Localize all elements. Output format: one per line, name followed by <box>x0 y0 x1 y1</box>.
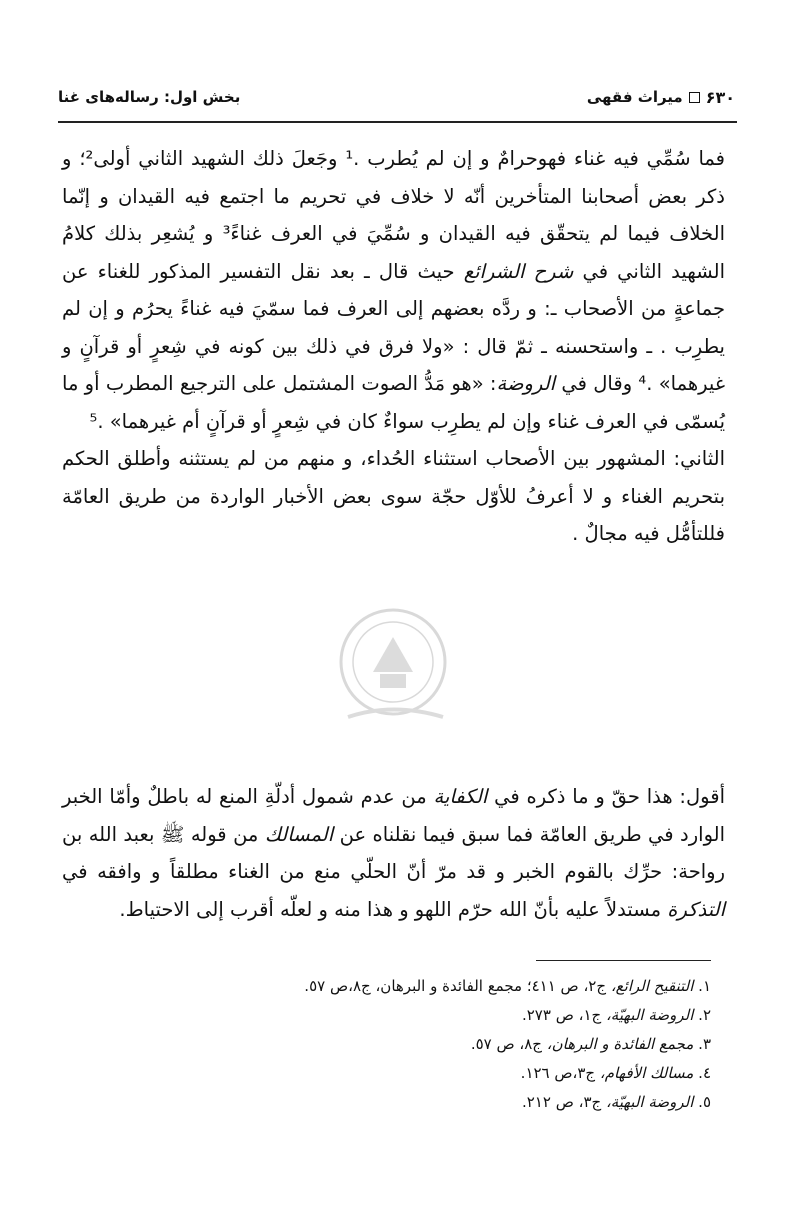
footnotes <box>60 972 711 1117</box>
footnote-5: ٥. الروضة البهيّة، ج٣، ص ٢١٢. <box>521 1093 711 1111</box>
square-bullet-icon <box>689 92 700 103</box>
footnote-1: ١. التنقيح الرائع، ج٢، ص ٤١١؛ مجمع الفائدة و البرهان، ج٨،ص ٥٧. <box>304 977 711 995</box>
footnote-rule <box>536 960 711 961</box>
library-seal-icon <box>318 592 468 742</box>
section-title: بخش اول: رساله‌های غنا <box>58 88 241 106</box>
sharh-title: شرح الشرائع <box>463 259 574 283</box>
book-title: میراث فقهی <box>586 88 683 106</box>
masalik-title: المسالك <box>264 822 334 846</box>
author-paragraph: أقول: هذا حقّ و ما ذكره في الكفاية من عدم شمول أدلّةِ المنع له باطلٌ وأمّا الخبر الوارد في طريق العامّة فما سبق فيما نقلناه عن المسالك من قوله ﷺ بعبد الله بن رواحة: حرِّك بالقوم الخبر و قد مرّ أنّ الحلّي منع من الغناء مطلقاً و وافقه في التذكرة مستدلاً عليه بأنّ الله حرّم اللهو و هذا منه و لعلّه أقرب إلى الاحتياط. <box>62 785 726 921</box>
kifaya-title: الكفاية <box>433 785 488 808</box>
quoted-paragraph-1: فما سُمِّي فيه غناء فهوحرامٌ و إن لم يُطرب .¹ وجَعلَ ذلك الشهيد الثاني أولى²؛ و ذكر بعض أصحابنا المتأخرين أنّه لا خلاف في تحريم ما اجتمع فيه القيدان و إنّما الخلاف فيما لم يتحقّق فيه القيدان و سُمِّيَ في العرف غناءً³ و يُشعِر بذلك كلامُ الشهيد الثاني في شرح الشرائع حيث قال ـ بعد نقل التفسير المذكور للغناء عن جماعةٍ من الأصحاب ـ: و ردَّه بعضهم إلى العرف فما سمّيَ فيه غناءً يحرُم و إن لم يطرِب . ـ واستحسنه ـ ثمّ قال : «ولا فرق في ذلك بين كونه في شِعرٍ أو قرآنٍ و غيرهما» .⁴ وقال في الروضة: «هو مَدُّ الصوت المشتمل على الترجيع المطرب أو ما يُسمّى في العرف غناء وإن لم يطرِب سواءٌ كان في شِعرٍ أو قرآنٍ أم غيرهما» .⁵ <box>62 147 726 433</box>
page-number: ۶۳۰ <box>705 87 735 107</box>
footnote-4: ٤. مسالك الأفهام، ج٣،ص ١٢٦. <box>520 1064 711 1082</box>
footnote-2: ٢. الروضة البهيّة، ج١، ص ٢٧٣. <box>521 1006 711 1024</box>
header-right <box>587 88 735 107</box>
tadhkira-title: التذكرة <box>667 897 725 921</box>
rawda-title: الروضة <box>496 372 556 395</box>
running-header <box>58 84 735 110</box>
header-rule <box>58 121 737 123</box>
quoted-paragraph-2: الثاني: المشهور بين الأصحاب استثناء الحُداء، و منهم من لم يستثنه وأطلق الحكم بتحريم الغناء و لا أعرفُ للأوّل حجّة سوى بعض الأخبار الواردة من طريق العامّة فللتأمُّل فيه مجالٌ . <box>62 447 725 545</box>
footnote-3: ٣. مجمع الفائدة و البرهان، ج٨، ص ٥٧. <box>470 1035 711 1053</box>
main-text <box>62 140 725 553</box>
